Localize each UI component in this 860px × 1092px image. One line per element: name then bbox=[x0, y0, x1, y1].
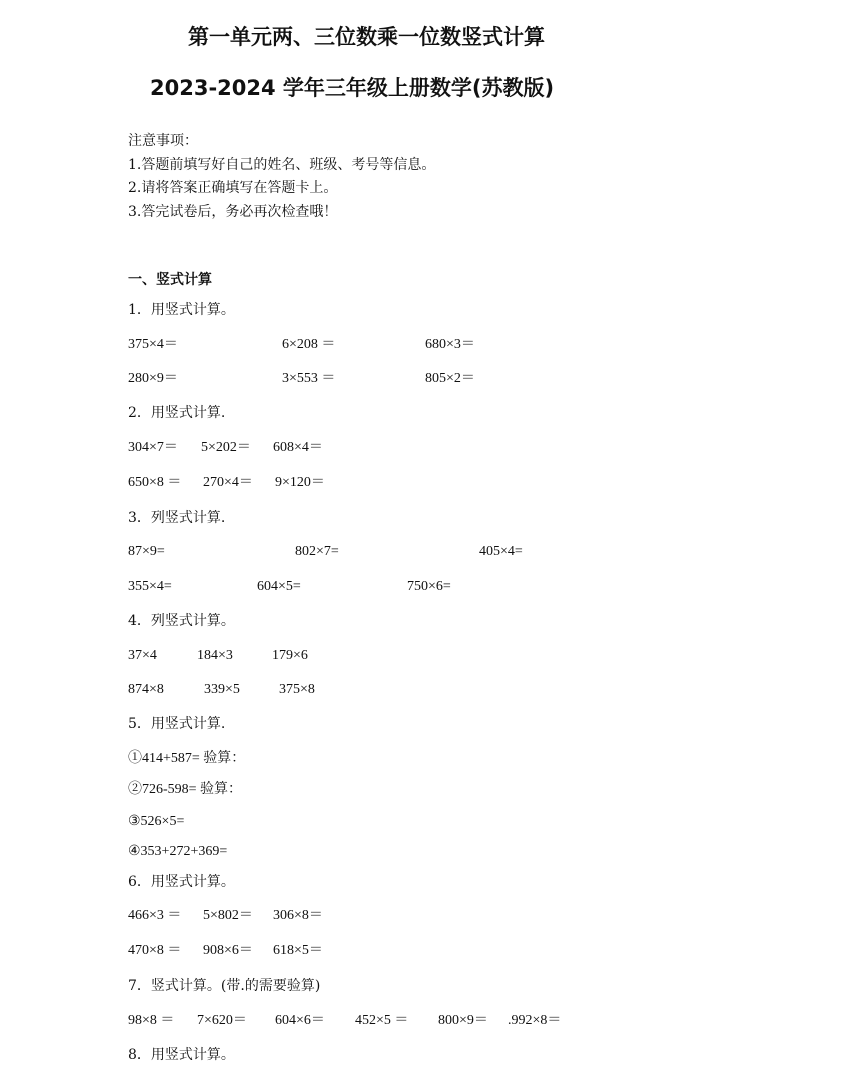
problem: 375×4＝ bbox=[128, 337, 178, 352]
question-label: 7．竖式计算。(带.的需要验算) bbox=[128, 978, 321, 994]
problem: 650×8 ＝ bbox=[128, 475, 182, 490]
problem: 802×7= bbox=[295, 544, 339, 559]
notice-heading: 注意事项： bbox=[128, 133, 198, 149]
problem: 339×5 bbox=[204, 682, 240, 697]
problem: ③526×5= bbox=[128, 814, 185, 829]
problem: 179×6 bbox=[272, 648, 308, 663]
question-label: 6．用竖式计算。 bbox=[128, 874, 235, 890]
problem: 3×553 ＝ bbox=[282, 371, 336, 386]
problem: 805×2＝ bbox=[425, 371, 475, 386]
problem: 908×6＝ bbox=[203, 943, 253, 958]
problem: 9×120＝ bbox=[275, 475, 325, 490]
problem: 304×7＝ bbox=[128, 440, 178, 455]
problem: 7×620＝ bbox=[197, 1013, 247, 1028]
problem: 184×3 bbox=[197, 648, 233, 663]
notice-item: 3.答完试卷后，务必再次检查哦！ bbox=[128, 204, 338, 220]
problem: 98×8 ＝ bbox=[128, 1013, 175, 1028]
problem: ④353+272+369= bbox=[128, 844, 228, 859]
problem: 306×8＝ bbox=[273, 908, 323, 923]
problem: 618×5＝ bbox=[273, 943, 323, 958]
question-label: 1．用竖式计算。 bbox=[128, 302, 235, 318]
problem: 452×5 ＝ bbox=[355, 1013, 409, 1028]
problem: 5×202＝ bbox=[201, 440, 251, 455]
problem: 6×208 ＝ bbox=[282, 337, 336, 352]
question-label: 3．列竖式计算. bbox=[128, 510, 226, 526]
question-label: 8．用竖式计算。 bbox=[128, 1047, 235, 1063]
problem: 604×5= bbox=[257, 579, 301, 594]
problem: 470×8 ＝ bbox=[128, 943, 182, 958]
problem: 280×9＝ bbox=[128, 371, 178, 386]
problem: 355×4= bbox=[128, 579, 172, 594]
notice-item: 1.答题前填写好自己的姓名、班级、考号等信息。 bbox=[128, 157, 436, 173]
problem: ①414+587= 验算： bbox=[128, 751, 246, 766]
question-label: 2．用竖式计算. bbox=[128, 405, 226, 421]
problem: 750×6= bbox=[407, 579, 451, 594]
problem: 37×4 bbox=[128, 648, 157, 663]
problem: 874×8 bbox=[128, 682, 164, 697]
problem: 604×6＝ bbox=[275, 1013, 325, 1028]
problem: .992×8＝ bbox=[508, 1013, 562, 1028]
problem: 608×4＝ bbox=[273, 440, 323, 455]
page-subtitle: 2023-2024 学年三年级上册数学(苏教版) bbox=[150, 76, 555, 100]
problem: 800×9＝ bbox=[438, 1013, 488, 1028]
problem: 405×4= bbox=[479, 544, 523, 559]
question-label: 5．用竖式计算. bbox=[128, 716, 226, 732]
problem: 87×9= bbox=[128, 544, 165, 559]
question-label: 4．列竖式计算。 bbox=[128, 613, 235, 629]
notice-item: 2.请将答案正确填写在答题卡上。 bbox=[128, 180, 338, 196]
page-title: 第一单元两、三位数乘一位数竖式计算 bbox=[188, 25, 545, 49]
problem: 270×4＝ bbox=[203, 475, 253, 490]
section-heading: 一、竖式计算 bbox=[128, 272, 212, 288]
problem: 375×8 bbox=[279, 682, 315, 697]
problem: 680×3＝ bbox=[425, 337, 475, 352]
problem: 5×802＝ bbox=[203, 908, 253, 923]
problem: 466×3 ＝ bbox=[128, 908, 182, 923]
problem: ②726-598= 验算： bbox=[128, 782, 243, 797]
